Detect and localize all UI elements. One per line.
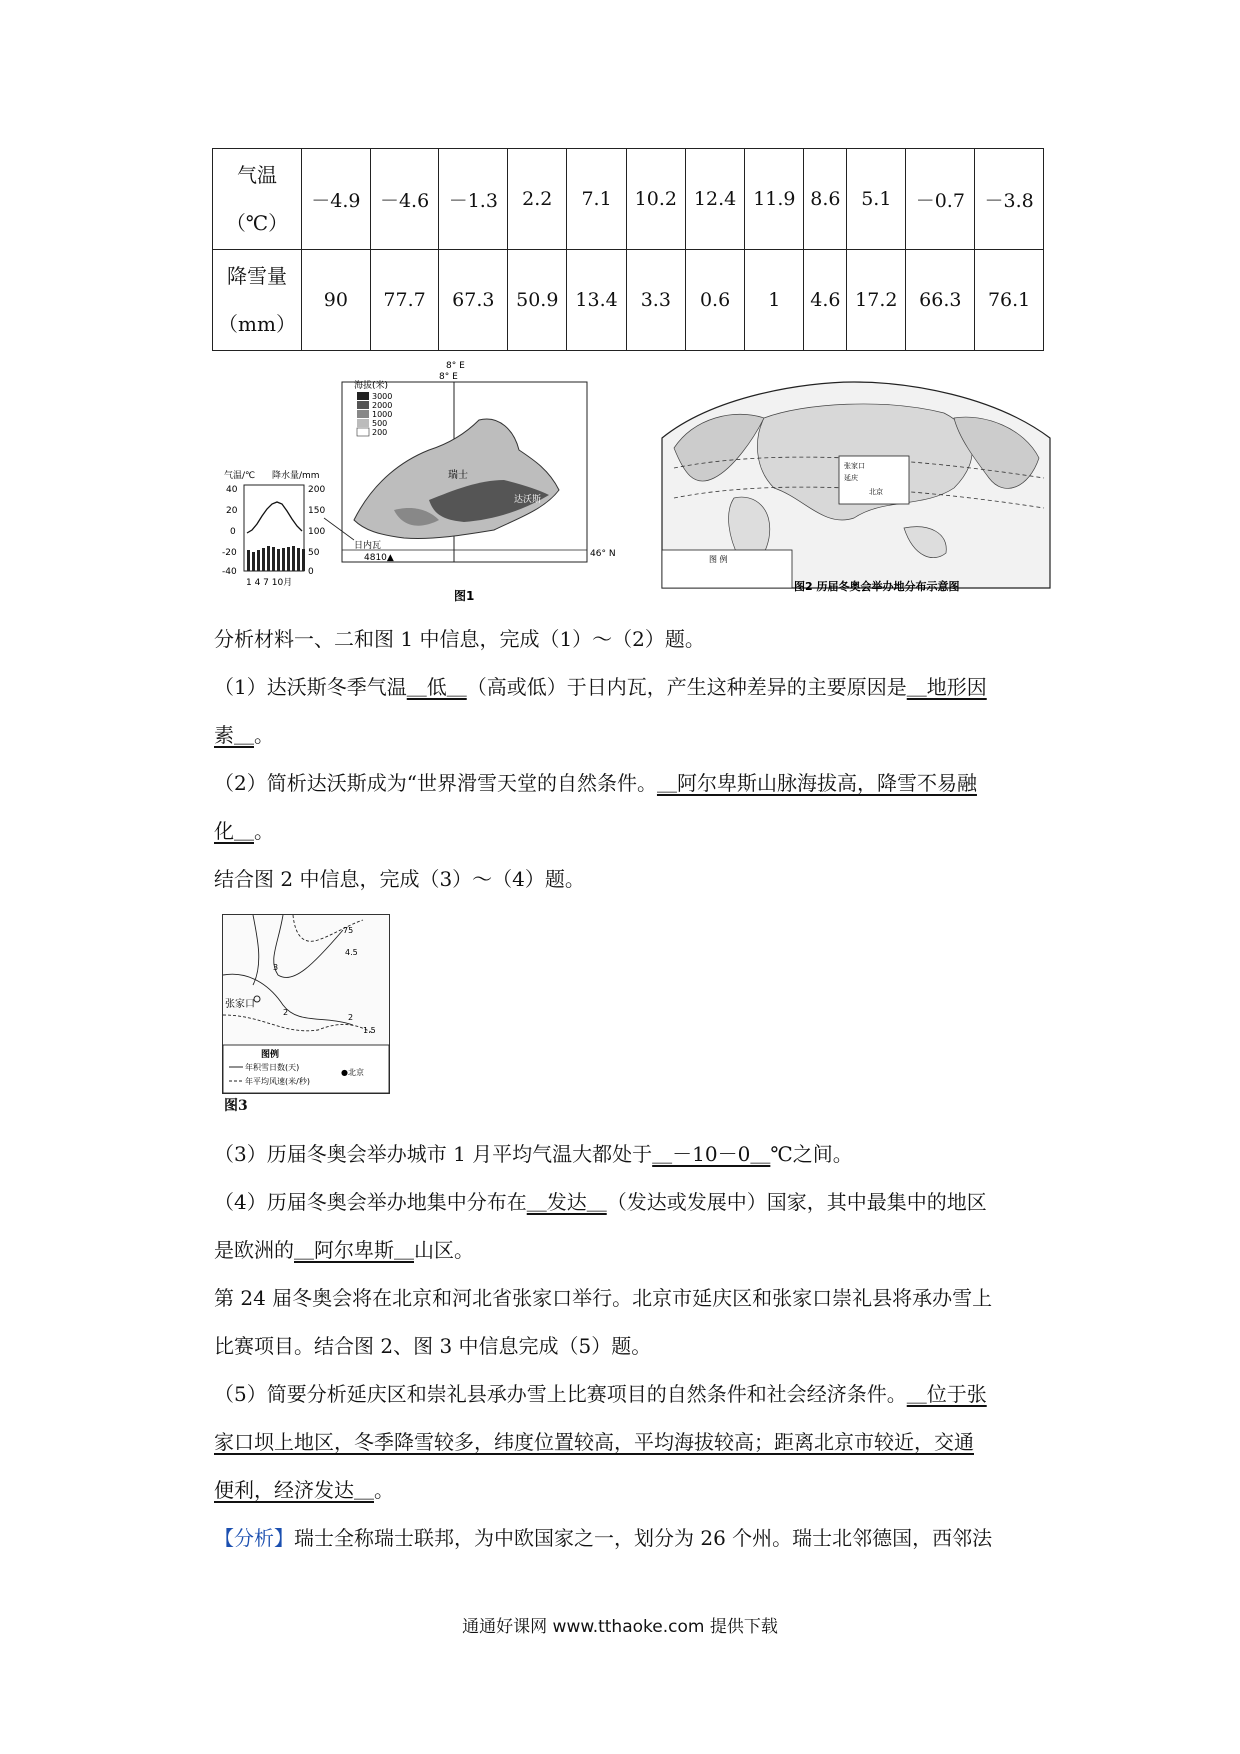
question-2-line-1 [214,771,977,795]
intro-2: 结合图 2 中信息，完成（3）～（4）题。 [214,867,585,891]
contour-label: 2 [348,1013,354,1022]
tick: 0 [230,527,236,537]
q1-end: 。 [254,723,274,747]
question-1-line-1 [214,675,987,699]
table-row-temperature [213,149,1044,250]
table-cell: 50.9 [508,250,567,351]
tick: 40 [226,485,238,495]
table-cell: 13.4 [567,250,626,351]
contour-label: 4.5 [345,948,358,957]
table-row-snowfall [213,250,1044,351]
q4-text-b: （发达或发展中）国家，其中最集中的地区 [606,1190,987,1214]
label-peak: 4810▲ [364,553,394,563]
climate-chart [222,469,325,588]
tick: 0 [308,567,314,577]
q3-answer: ＿－10－0＿ [652,1142,771,1166]
q4-text-a: （4）历届冬奥会举办地集中分布在 [214,1190,527,1214]
question-3 [214,1142,853,1166]
label-zhangjiakou: 张家口 [225,999,255,1010]
q4-answer-2: ＿阿尔卑斯＿ [294,1238,414,1262]
q5-end: 。 [374,1478,394,1502]
table-cell: 8.6 [804,149,847,250]
question-4-line-1 [214,1190,987,1214]
analysis-line [214,1526,992,1550]
table-cell: －0.7 [906,149,975,250]
q1-answer-2: ＿地形因 [906,675,987,699]
q5-answer: ＿位于张 [906,1382,987,1406]
figure-2-graphic [654,378,1056,600]
q1-answer-1: ＿低＿ [406,675,467,699]
figure-3 [222,914,390,1094]
climate-data-table [212,148,1044,351]
table-cell: 67.3 [439,250,508,351]
row-header-snowfall [213,250,302,351]
tick: 100 [308,527,326,537]
legend-item: 2000 [372,401,393,410]
figure-1-caption: 图1 [454,589,475,603]
label-davos: 达沃斯 [514,495,542,505]
legend-item: 500 [372,419,388,428]
question-1-line-2 [214,723,274,747]
table-cell: 12.4 [685,149,744,250]
figure-1-graphic [214,361,616,605]
q3-text-a: （3）历届冬奥会举办城市 1 月平均气温大都处于 [214,1142,653,1166]
analysis-tag: 【分析】 [214,1526,294,1550]
table-cell: 77.7 [370,250,439,351]
legend-item: 年平均风速(米/秒) [245,1077,310,1086]
legend-title: 海拔(米) [354,381,389,391]
label-swiss: 瑞士 [448,470,468,481]
inset-label-beijing: 北京 [869,488,883,496]
table-cell: 5.1 [847,149,906,250]
contour-label: 1.5 [363,1026,376,1035]
table-cell: 10.2 [626,149,685,250]
figure-2 [654,378,1056,600]
q4-text-c: 是欧洲的 [214,1238,294,1262]
tick: -20 [222,548,237,558]
figure-3-caption: 图3 [224,1098,248,1114]
inset-label-yanqing: 延庆 [844,474,858,482]
question-2-line-2 [214,819,274,843]
table-cell: －1.3 [439,149,508,250]
tick: 200 [308,485,326,495]
legend-item: 200 [372,428,388,437]
q1-text-b: （高或低）于日内瓦，产生这种差异的主要原因是 [466,675,907,699]
q4-answer-1: ＿发达＿ [526,1190,607,1214]
header-line: （℃） [225,211,289,235]
header-line: 降雪量 [227,264,287,288]
table-cell: －4.6 [370,149,439,250]
meridian-label: 8° E [446,361,465,371]
legend-item: 年积雪日数(天) [245,1063,300,1072]
table-cell: 90 [302,250,371,351]
table-cell: －3.8 [975,149,1044,250]
legend-beijing: ●北京 [341,1068,364,1077]
legend-item: 1000 [372,410,393,419]
table-cell: 4.6 [804,250,847,351]
paragraph-line-1: 第 24 届冬奥会将在北京和河北省张家口举行。北京市延庆区和张家口崇礼县将承办雪上 [214,1286,993,1310]
tick: -40 [222,567,237,577]
table-cell: －4.9 [302,149,371,250]
question-5-line-3 [214,1478,394,1502]
switzerland-map [324,361,616,603]
figure-2-caption: 图2 历届冬奥会举办地分布示意图 [794,580,960,593]
q1-text-a: （1）达沃斯冬季气温 [214,675,407,699]
contour-label: 75 [343,926,354,935]
climate-ylabel-left: 气温/℃ [224,471,256,481]
climate-ylabel-right: 降水量/mm [272,471,320,481]
row-header-temperature [213,149,302,250]
figure-2-legend-title: 图 例 [709,555,728,564]
q2-text: （2）简析达沃斯成为“世界滑雪天堂的自然条件。 [214,771,657,795]
paragraph-line-2: 比赛项目。结合图 2、图 3 中信息完成（5）题。 [214,1334,652,1358]
q5-answer-cont: 家口坝上地区，冬季降雪较多，纬度位置较高，平均海拔较高；距离北京市较近，交通 [214,1430,974,1454]
q5-text: （5）简要分析延庆区和崇礼县承办雪上比赛项目的自然条件和社会经济条件。 [214,1382,907,1406]
figure-3-legend-title: 图例 [261,1050,280,1060]
figure-3-graphic [223,915,389,1093]
question-4-line-2 [214,1238,474,1262]
meridian-label-top: 8° E [439,372,458,382]
figure-1 [214,361,616,605]
table-cell: 66.3 [906,250,975,351]
table-cell: 1 [745,250,804,351]
climate-months: 1 4 7 10月 [246,578,293,588]
legend-item: 3000 [372,392,393,401]
question-5-line-1 [214,1382,987,1406]
table-cell: 76.1 [975,250,1044,351]
page-footer: 通通好课网 www.tthaoke.com 提供下载 [462,1617,778,1637]
table-cell: 17.2 [847,250,906,351]
table-cell: 3.3 [626,250,685,351]
q2-end: 。 [254,819,274,843]
tick: 20 [226,506,238,516]
question-5-line-2 [214,1430,974,1454]
label-geneva: 日内瓦 [354,541,382,551]
tick: 150 [308,506,326,516]
inset-label-zjk: 张家口 [844,462,865,470]
intro-1: 分析材料一、二和图 1 中信息，完成（1）～（2）题。 [214,627,705,651]
q2-answer-cont: 化＿ [214,819,254,843]
table-cell: 7.1 [567,149,626,250]
analysis-text: 瑞士全称瑞士联邦，为中欧国家之一，划分为 26 个州。瑞士北邻德国，西邻法 [294,1526,993,1550]
q2-answer: ＿阿尔卑斯山脉海拔高，降雪不易融 [656,771,977,795]
contour-label: 2 [283,1008,289,1017]
q3-text-b: ℃之间。 [770,1142,853,1166]
tick: 50 [308,548,320,558]
q5-answer-end: 便利，经济发达＿ [214,1478,374,1502]
table-cell: 2.2 [508,149,567,250]
header-line: （mm） [218,312,296,336]
header-line: 气温 [237,163,277,187]
q4-text-d: 山区。 [414,1238,474,1262]
table-cell: 0.6 [685,250,744,351]
q1-answer-2-cont: 素＿ [214,723,254,747]
parallel-label: 46° N [590,549,616,559]
table-cell: 11.9 [745,149,804,250]
contour-label: 3 [273,963,279,972]
